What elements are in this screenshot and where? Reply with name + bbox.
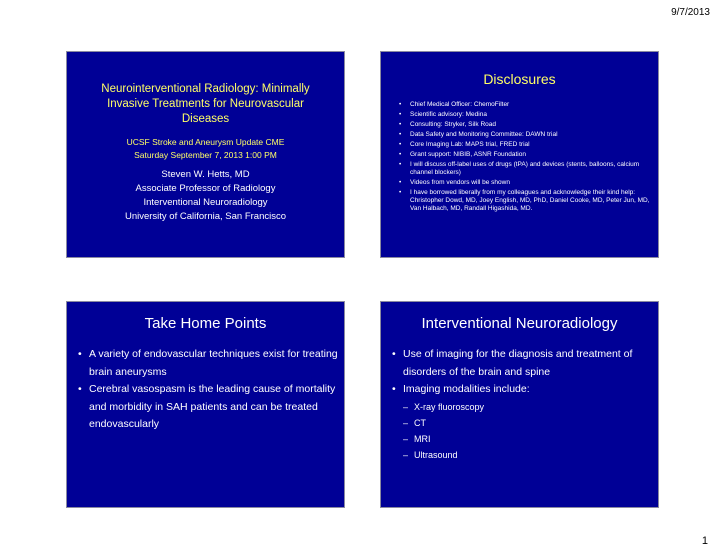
list-item: • I will discuss off-label uses of drugs (tPA) and devices (stents, balloons, calcium channel blockers)	[399, 161, 650, 177]
event-line: UCSF Stroke and Aneurysm Update CME	[126, 137, 285, 147]
slide-title	[66, 51, 345, 258]
list-item: • I have borrowed liberally from my colleagues and acknowledge their kind help: Christopher Dowd, MD, Joey English, MD, PhD, Daniel Cooke, MD, Peter Jun, MD, Van Halbach, MD, Randall Higashida, MD.	[399, 189, 650, 213]
list-item: • Grant support: NIBIB, ASNR Foundation	[399, 151, 650, 159]
author-line: Steven W. Hetts, MD	[161, 169, 250, 180]
title-line: Neurointerventional Radiology: Minimally	[101, 83, 310, 95]
slide-title: Interventional Neuroradiology	[421, 315, 618, 332]
sub-list-item: – X-ray fluoroscopy	[392, 400, 652, 415]
title-line: Diseases	[181, 113, 230, 125]
list-item: • Use of imaging for the diagnosis and treatment of disorders of the brain and spine	[392, 346, 652, 381]
sub-list-item: – MRI	[392, 432, 652, 447]
sub-list-item: – Ultrasound	[392, 448, 652, 463]
sub-list-item: – CT	[392, 416, 652, 431]
list-item: • Data Safety and Monitoring Committee: DAWN trial	[399, 131, 650, 139]
list-item: • Chief Medical Officer: ChemoFilter	[399, 101, 650, 109]
author-line: Interventional Neuroradiology	[143, 197, 268, 208]
author-line: Associate Professor of Radiology	[135, 183, 276, 194]
presentation-title	[77, 82, 334, 127]
page-date: 9/7/2013	[671, 7, 710, 18]
bullet-list	[78, 346, 338, 434]
event-info	[77, 136, 334, 162]
author-info	[77, 168, 334, 224]
list-item: • A variety of endovascular techniques exist for treating brain aneurysms	[78, 346, 338, 381]
list-item: • Scientific advisory: Medina	[399, 111, 650, 119]
slide-interventional-neuroradiology	[380, 301, 659, 508]
disclosure-list	[399, 101, 650, 215]
slide-disclosures	[380, 51, 659, 258]
list-item: • Core Imaging Lab: MAPS trial, FRED trial	[399, 141, 650, 149]
list-item: • Imaging modalities include:	[392, 381, 652, 399]
list-item: • Cerebral vasospasm is the leading cause of mortality and morbidity in SAH patients and can be treated endovascularly	[78, 381, 338, 434]
list-item: • Consulting: Stryker, Silk Road	[399, 121, 650, 129]
list-item: • Videos from vendors will be shown	[399, 179, 650, 187]
event-line: Saturday September 7, 2013 1:00 PM	[134, 150, 277, 160]
page-number: 1	[701, 535, 708, 547]
slide-title: Take Home Points	[144, 315, 267, 332]
author-line: University of California, San Francisco	[124, 211, 287, 222]
slide-title: Disclosures	[483, 71, 556, 87]
slide-take-home-points	[66, 301, 345, 508]
title-line: Invasive Treatments for Neurovascular	[107, 98, 304, 110]
bullet-list	[392, 346, 652, 463]
